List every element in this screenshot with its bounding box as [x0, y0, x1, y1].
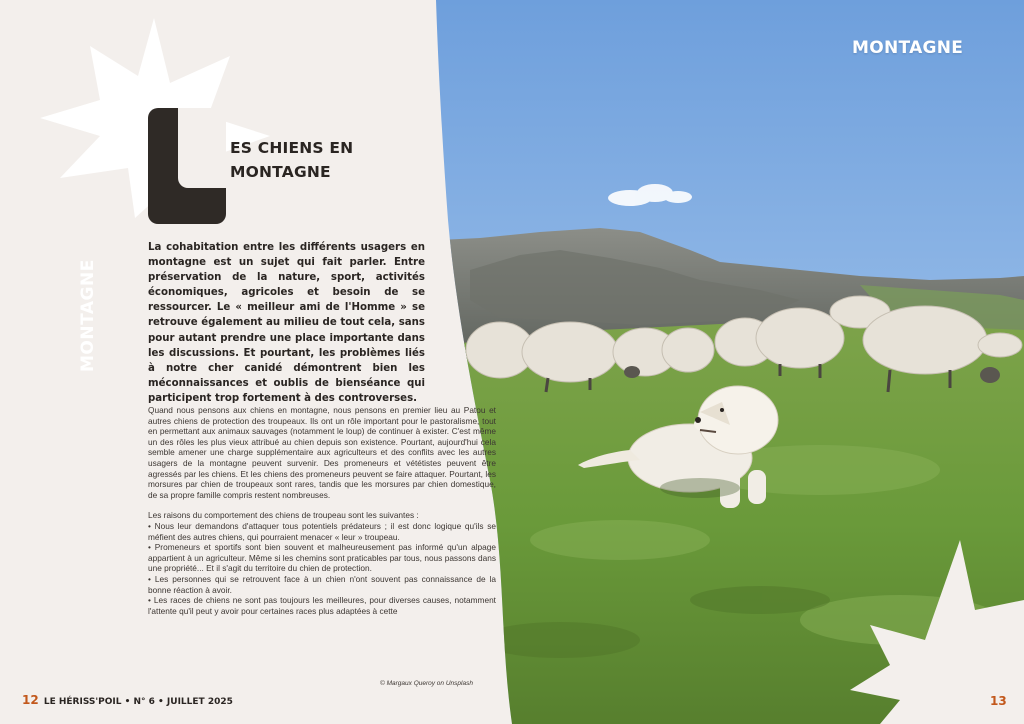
list-item: • Les races de chiens ne sont pas toujours les meilleures, pour diverses causes, notamment l'attente qu'il peut y avoir pour certaines races plus adaptées à cette [148, 595, 496, 616]
body-paragraph: Quand nous pensons aux chiens en montagne, nous pensons en premier lieu au Patou et autres chiens de protection des troupeaux. Ils ont un rôle important pour le pastoralisme, tout en permettant aux animaux sauvages (notamment le loup) de continuer à exister. C'est même un des rôles les plus vieux attribué au chien depuis son existence. Pourtant, aujourd'hui cela semble amener une charge supplémentaire aux agriculteurs et des conflits avec les autres usagers de la montagne peuvent survenir. Des promeneurs et vététistes peuvent être agressés par les chiens. Et les chiens des promeneurs peuvent se faire attaquer. Pourtant, les morsures par chien de troupeaux sont rares, tandis que les morsures par chien domestique, de sa propre famille compris restent nombreuses. [148, 405, 496, 500]
publication-info: LE HÉRISS'POIL • N° 6 • JUILLET 2025 [43, 697, 233, 707]
page-number-right: 13 [990, 694, 1007, 708]
title-line-2: MONTAGNE [230, 163, 331, 181]
article-title [230, 136, 430, 184]
section-label-right: MONTAGNE [852, 38, 964, 58]
list-intro: Les raisons du comportement des chiens de troupeau sont les suivantes : [148, 510, 419, 521]
photo-credit: © Margaux Queroy on Unsplash [380, 680, 473, 687]
title-line-1: ES CHIENS EN [230, 139, 354, 157]
section-label-left: MONTAGNE [78, 259, 98, 372]
page-number-left: 12 [22, 693, 39, 707]
list-item: • Nous leur demandons d'attaquer tous potentiels prédateurs ; il est donc logique qu'ils se méfient des autres chiens, qui pourraient menacer « leur » troupeau. [148, 520, 496, 542]
article-body [148, 405, 496, 616]
list-item: • Promeneurs et sportifs sont bien souvent et malheureusement pas informé qu'un alpage appartient à un agriculteur. Même si les chemins sont praticables par tous, nous passons dans une propriété... Et il s'agit du territoire du chien de protection. [148, 542, 496, 574]
article-lead: La cohabitation entre les différents usagers en montagne est un sujet qui fait parler. Entre préservation de la nature, sport, activités économiques, agricoles et besoin de se ressourcer. Le « meilleur ami de l'Homme » se retrouve également au milieu de tout cela, sans pour autant prendre une place importante dans les discussions. Et pourtant, les problèmes liés à notre cher canidé démontrent bien les méconnaissances et oublis de bienséance qui participent trop fortement à des controverses. [148, 242, 425, 404]
list-item: • Les personnes qui se retrouvent face à un chien n'ont souvent pas connaissance de la bonne réaction à avoir. [148, 573, 496, 595]
drop-cap-letter [148, 108, 226, 224]
footer-left [22, 693, 233, 707]
